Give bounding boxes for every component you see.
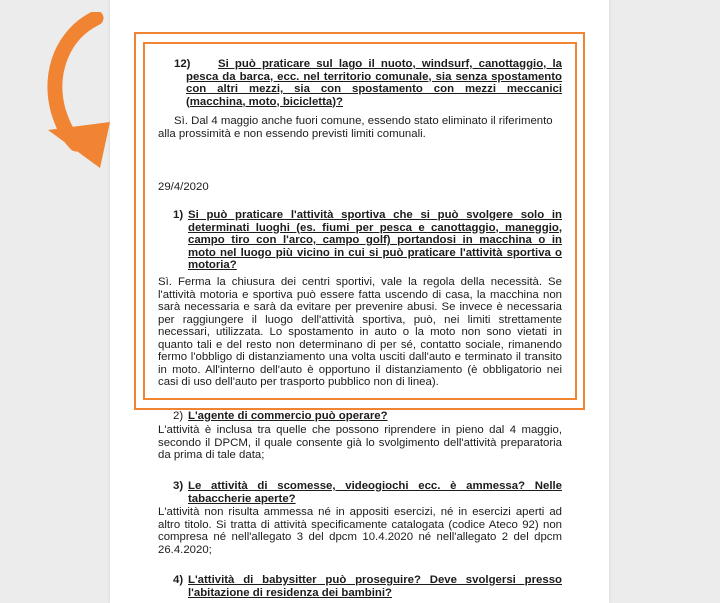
question-line: moto nel luogo più vicino in cui si può praticare l'attività sportiva o (188, 246, 562, 259)
question-2-text (188, 410, 388, 423)
answer-line: fermo l'obbligo di distanziamento una volta usciti dall'auto e terminato il transito (158, 351, 562, 363)
curved-arrow-icon (18, 12, 118, 172)
question-12-answer (158, 115, 569, 140)
answer-line: L'attività è inclusa tra quelle che possono riprendere in pieno dal 4 maggio, (158, 424, 562, 436)
question-12-text (186, 58, 562, 108)
answer-line: per raggiungere il luogo dell'attività sportiva, può, nei limiti strettamente (158, 313, 562, 326)
answer-line: necessari, utilizzata. Lo spostamento in auto o la moto non sono vietati in (158, 326, 562, 338)
answer-line: secondo il DPCM, il quale consente già lo svolgimento dell'attività preparatoria (158, 436, 562, 449)
answer-line: in moto. All'interno dell'auto è opportuno il distanziamento (è obbligatorio nei (158, 363, 562, 376)
question-1-text (188, 209, 562, 272)
answer-line: da prima di tale data; (158, 449, 265, 461)
question-line: l'abitazione di residenza dei bambini? (188, 586, 392, 599)
question-line: determinati luoghi (es. fiumi per pesca e canottaggio, maneggio, (188, 221, 562, 234)
answer-line: altro titolo. Si tratta di attività specificamente catalogata (codice Ateco 92) non (158, 518, 562, 531)
question-number: 12) (174, 58, 191, 70)
question-line: Si può praticare sul lago il nuoto, windsurf, canottaggio, la (218, 58, 562, 70)
question-2-answer (158, 424, 562, 462)
question-line: L'attività di babysitter può proseguire? Deve svolgersi presso (188, 574, 562, 586)
question-number: 3) (173, 480, 184, 492)
question-3-text (188, 480, 562, 505)
answer-line: sarà necessaria e sarà da evitare per prevenire abusi. Se invece è necessaria (158, 301, 562, 313)
answer-line: l'attività motoria e sportiva può essere fatta uscendo di casa, la macchina non (158, 288, 562, 301)
question-3-answer (158, 506, 562, 556)
answer-line: Sì. Dal 4 maggio anche fuori comune, essendo stato eliminato il riferimento (174, 115, 553, 127)
answer-line: 26.4.2020; (158, 543, 212, 556)
answer-line: alla prossimità e non essendo previsti limiti comunali. (158, 127, 426, 140)
question-line: Le attività di scomesse, videogiochi ecc. è ammessa? Nelle (188, 480, 562, 492)
answer-line: Sì. Ferma la chiusura dei centri sportivi, vale la regola della necessità. Se (158, 276, 562, 288)
question-line: tabaccherie aperte? (188, 492, 296, 505)
question-line: Si può praticare l'attività sportiva che si può svolgere solo in (188, 209, 562, 221)
section-date: 29/4/2020 (158, 181, 209, 193)
question-line: motoria? (188, 259, 237, 271)
question-line: pesca da barca, ecc. nel territorio comunale, sia senza spostamento (186, 70, 562, 83)
question-number: 2) (173, 410, 184, 422)
answer-line: quanto tali e del resto non determinano di per sé, contatto sociale, rimanendo (158, 338, 562, 351)
question-line: con altri mezzi, sia con spostamento con mezzi meccanici (186, 83, 562, 95)
question-4-text (188, 574, 562, 599)
answer-line: L'attività non risulta ammessa né in appositi esercizi, né in esercizi aperti ad (158, 506, 562, 518)
answer-line: compresa né nell'allegato 3 del dpcm 10.4.2020 né nell'allegato 2 del dpcm (158, 531, 562, 543)
question-line: campo tiro con l'arco, campo golf) portandosi in macchina o in (188, 234, 562, 246)
question-line: (macchina, moto, bicicletta)? (186, 95, 343, 108)
question-number: 1) (173, 209, 184, 221)
question-1-answer (158, 276, 562, 389)
question-line: L'agente di commercio può operare? (188, 410, 388, 422)
answer-line: casi di uso dell'auto per trasporto pubblico non di linea). (158, 376, 439, 388)
question-number: 4) (173, 574, 184, 586)
